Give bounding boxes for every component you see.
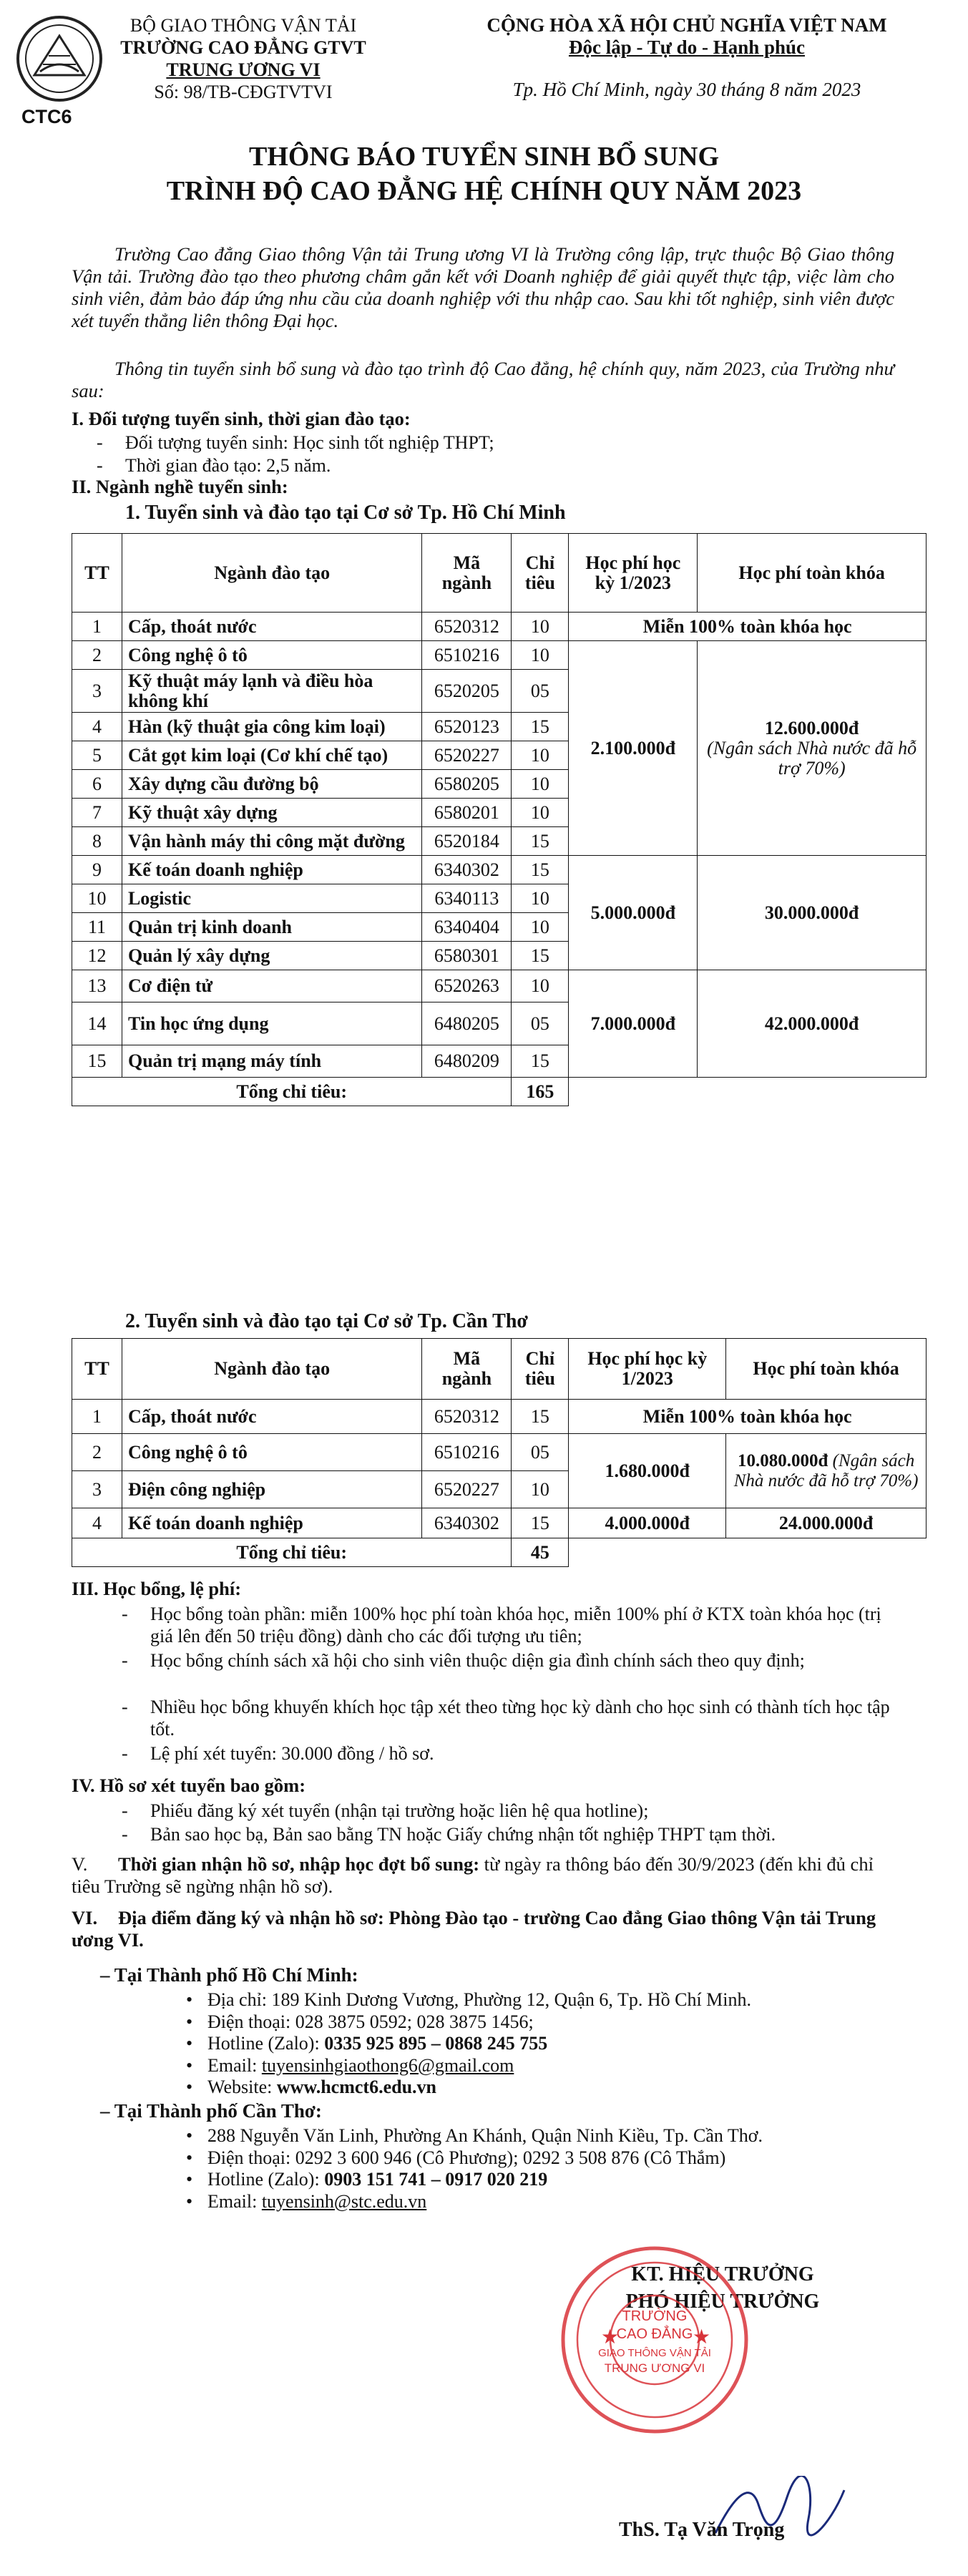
table-row: 8 Vận hành máy thi công mặt đường 6520184 15	[72, 827, 927, 856]
section-2-sub1: 1. Tuyển sinh và đào tạo tại Cơ sở Tp. Hồ Chí Minh	[125, 502, 566, 524]
table-row: 10 Logistic 6340113 10	[72, 884, 927, 913]
list-item: - Học bổng toàn phần: miễn 100% học phí toàn khóa học, miễn 100% phí ở KTX toàn khóa học (trị giá lên đến 50 triệu đồng) dành cho các đối tượng ưu tiên;	[122, 1604, 881, 1646]
section-6: VI. Địa điểm đăng ký và nhận hồ sơ: Phòng Đào tạo - trường Cao đẳng Giao thông Vận tải Trung ương VI.	[72, 1907, 876, 1951]
doc-number: Số: 98/TB-CĐGTVTVI	[154, 82, 333, 102]
table-row: 2 Công nghệ ô tô 6510216 05 1.680.000đ 10.080.000đ (Ngân sách Nhà nước đã hỗ trợ 70%)	[72, 1434, 927, 1471]
hcm-title: – Tại Thành phố Hồ Chí Minh:	[100, 1964, 358, 1986]
title-line2: TRÌNH ĐỘ CAO ĐẲNG HỆ CHÍNH QUY NĂM 2023	[166, 176, 802, 206]
table-row: 1 Cấp, thoát nước 6520312 10 Miễn 100% toàn khóa học	[72, 613, 927, 641]
table-row: 5 Cắt gọt kim loại (Cơ khí chế tạo) 6520227 10	[72, 741, 927, 770]
list-item: - Nhiều học bổng khuyến khích học tập xét theo từng học kỳ dành cho học sinh có thành tích học tập tốt.	[122, 1697, 890, 1740]
svg-text:CAO ĐẲNG: CAO ĐẲNG	[616, 2326, 693, 2342]
th-total-fee: Học phí toàn khóa	[726, 1339, 927, 1400]
motto: Độc lập - Tự do - Hạnh phúc	[568, 36, 806, 58]
list-item: - Bản sao học bạ, Bản sao bằng TN hoặc Giấy chứng nhận tốt nghiệp THPT tạm thời.	[122, 1824, 776, 1845]
national-block	[436, 14, 937, 101]
school-stamp-icon	[558, 2243, 751, 2436]
th-term-fee: Học phí học kỳ 1/2023	[569, 534, 698, 613]
school-logo-icon	[6, 7, 113, 114]
table-row: 3 Điện công nghiệp 6520227 10	[72, 1471, 927, 1508]
list-item: - Thời gian đào tạo: 2,5 năm.	[97, 455, 331, 476]
org-school-sub: TRUNG ƯƠNG VI	[166, 59, 321, 80]
ct-contact-list: • 288 Nguyễn Văn Linh, Phường An Khánh, Quận Ninh Kiều, Tp. Cần Thơ. • Điện thoại: 0292 3 600 946 (Cô Phương); 0292 3 508 876 (Cô Thắm) • Hotline (Zalo): 0903 151 741 – 0917 020 219 • Email: tuyensinh@stc.edu.vn	[186, 2125, 763, 2212]
table-row: 3 Kỹ thuật máy lạnh và điều hòa không khí 6520205 05	[72, 670, 927, 713]
section-5: V. Thời gian nhận hồ sơ, nhập học đợt bổ sung: từ ngày ra thông báo đến 30/9/2023 (đến khi đủ chỉ tiêu Trường sẽ ngừng nhận hồ sơ).	[72, 1853, 874, 1897]
table-row: 15 Quản trị mạng máy tính 6480209 15	[72, 1045, 927, 1078]
fee-group-c-total: 42.000.000đ	[698, 970, 927, 1078]
fee-group-b-term: 5.000.000đ	[569, 856, 698, 970]
list-item: - Học bổng chính sách xã hội cho sinh viên thuộc diện gia đình chính sách theo quy định;	[122, 1650, 805, 1671]
th-major: Ngành đào tạo	[122, 534, 421, 613]
table-hcm	[72, 533, 927, 1106]
th-tt: TT	[72, 534, 122, 613]
th-term-fee: Học phí học kỳ 1/2023	[569, 1339, 726, 1400]
section-2-heading: II. Ngành nghề tuyển sinh:	[72, 476, 288, 497]
table-row: 9 Kế toán doanh nghiệp 6340302 15 5.000.000đ 30.000.000đ	[72, 856, 927, 884]
fee-group-a-term: 2.100.000đ	[569, 641, 698, 856]
list-item: - Phiếu đăng ký xét tuyển (nhận tại trường hoặc liên hệ qua hotline);	[122, 1800, 649, 1821]
th-code: Mã ngành	[422, 1339, 512, 1400]
table-row: 1 Cấp, thoát nước 6520312 15 Miễn 100% toàn khóa học	[72, 1400, 927, 1434]
list-item: - Lệ phí xét tuyển: 30.000 đồng / hồ sơ.	[122, 1743, 434, 1764]
country-name: CỘNG HÒA XÃ HỘI CHỦ NGHĨA VIỆT NAM	[487, 14, 887, 36]
ct-title: – Tại Thành phố Cần Thơ:	[100, 2100, 322, 2122]
th-quota: Chỉ tiêu	[512, 1339, 569, 1400]
date-line: Tp. Hồ Chí Minh, ngày 30 tháng 8 năm 2023	[512, 79, 861, 100]
fee-group-c-term: 7.000.000đ	[569, 970, 698, 1078]
th-total-fee: Học phí toàn khóa	[698, 534, 927, 613]
hcm-website-link[interactable]: www.hcmct6.edu.vn	[276, 2077, 436, 2097]
signer-name: ThS. Tạ Văn Trọng	[619, 2519, 785, 2541]
table-row: 2 Công nghệ ô tô 6510216 10 2.100.000đ 12.600.000đ (Ngân sách Nhà nước đã hỗ trợ 70%)	[72, 641, 927, 670]
svg-text:TRƯỜNG: TRƯỜNG	[622, 2308, 688, 2324]
fee-group-a-total: 12.600.000đ (Ngân sách Nhà nước đã hỗ trợ 70%)	[698, 641, 927, 856]
svg-text:TRUNG ƯƠNG VI: TRUNG ƯƠNG VI	[604, 2361, 705, 2375]
table-row: 4 Hàn (kỹ thuật gia công kim loại) 6520123 15	[72, 713, 927, 741]
list-item: - Đối tượng tuyển sinh: Học sinh tốt nghiệp THPT;	[97, 432, 494, 453]
table-total-row: Tổng chỉ tiêu: 165	[72, 1078, 927, 1106]
table-row: 13 Cơ điện tử 6520263 10 7.000.000đ 42.000.000đ	[72, 970, 927, 1002]
ct-email-link[interactable]: tuyensinh@stc.edu.vn	[261, 2190, 427, 2212]
section-3-heading: III. Học bổng, lệ phí:	[72, 1578, 242, 1599]
svg-text:★: ★	[693, 2326, 711, 2348]
th-code: Mã ngành	[422, 534, 512, 613]
org-school: TRƯỜNG CAO ĐẲNG GTVT	[120, 37, 366, 58]
hcm-email-link[interactable]: tuyensinhgiaothong6@gmail.com	[261, 2054, 514, 2076]
hcm-contact-list: • Địa chỉ: 189 Kinh Dương Vương, Phường 12, Quận 6, Tp. Hồ Chí Minh. • Điện thoại: 028 3875 0592; 028 3875 1456; • Hotline (Zalo): 0335 925 895 – 0868 245 755 • Email: tuyensinhgiaothong6@gmail.com • Website: www.hcmct6.edu.vn	[186, 1989, 751, 2099]
th-quota: Chỉ tiêu	[512, 534, 569, 613]
table-row: 14 Tin học ứng dụng 6480205 05	[72, 1002, 927, 1045]
table-row: 12 Quản lý xây dựng 6580301 15	[72, 942, 927, 970]
section-4-heading: IV. Hồ sơ xét tuyển bao gồm:	[72, 1775, 306, 1796]
section-1-heading: I. Đối tượng tuyển sinh, thời gian đào tạo:	[72, 408, 411, 429]
table-cantho	[72, 1338, 927, 1567]
svg-text:GIAO THÔNG VẬN TẢI: GIAO THÔNG VẬN TẢI	[598, 2347, 711, 2359]
signature-title: KT. HIỆU TRƯỞNG PHÓ HIỆU TRƯỞNG	[625, 2263, 820, 2313]
svg-text:★: ★	[601, 2326, 620, 2348]
title-line1: THÔNG BÁO TUYỂN SINH BỔ SUNG	[248, 142, 720, 172]
document-title	[0, 140, 968, 208]
table-row: 6 Xây dựng cầu đường bộ 6580205 10	[72, 770, 927, 799]
fee-group-b-total: 30.000.000đ	[698, 856, 927, 970]
table-total-row: Tổng chỉ tiêu: 45	[72, 1538, 927, 1567]
intro-paragraph-2: Thông tin tuyển sinh bổ sung và đào tạo trình độ Cao đẳng, hệ chính quy, năm 2023, của Trường như sau:	[72, 358, 894, 401]
org-block	[100, 14, 386, 103]
table-row: 11 Quản trị kinh doanh 6340404 10	[72, 913, 927, 942]
logo-code: CTC6	[21, 106, 72, 127]
section-2-sub2: 2. Tuyển sinh và đào tạo tại Cơ sở Tp. Cần Thơ	[125, 1310, 528, 1332]
free-label: Miễn 100% toàn khóa học	[569, 613, 927, 641]
table-row: 4 Kế toán doanh nghiệp 6340302 15 4.000.000đ 24.000.000đ	[72, 1508, 927, 1538]
th-tt: TT	[72, 1339, 122, 1400]
table-row: 7 Kỹ thuật xây dựng 6580201 10	[72, 799, 927, 827]
org-ministry: BỘ GIAO THÔNG VẬN TẢI	[129, 15, 357, 36]
th-major: Ngành đào tạo	[122, 1339, 421, 1400]
intro-paragraph-1: Trường Cao đẳng Giao thông Vận tải Trung ương VI là Trường công lập, trực thuộc Bộ Giao thông Vận tải. Trường đào tạo theo phương châm gắn kết với Doanh nghiệp để giải quyết thực tập, việc làm cho sinh viên, đảm bảo đáp ứng nhu cầu của doanh nghiệp với thu nhập cao. Sau khi tốt nghiệp, sinh viên được xét tuyển thẳng liên thông Đại học.	[72, 243, 894, 331]
